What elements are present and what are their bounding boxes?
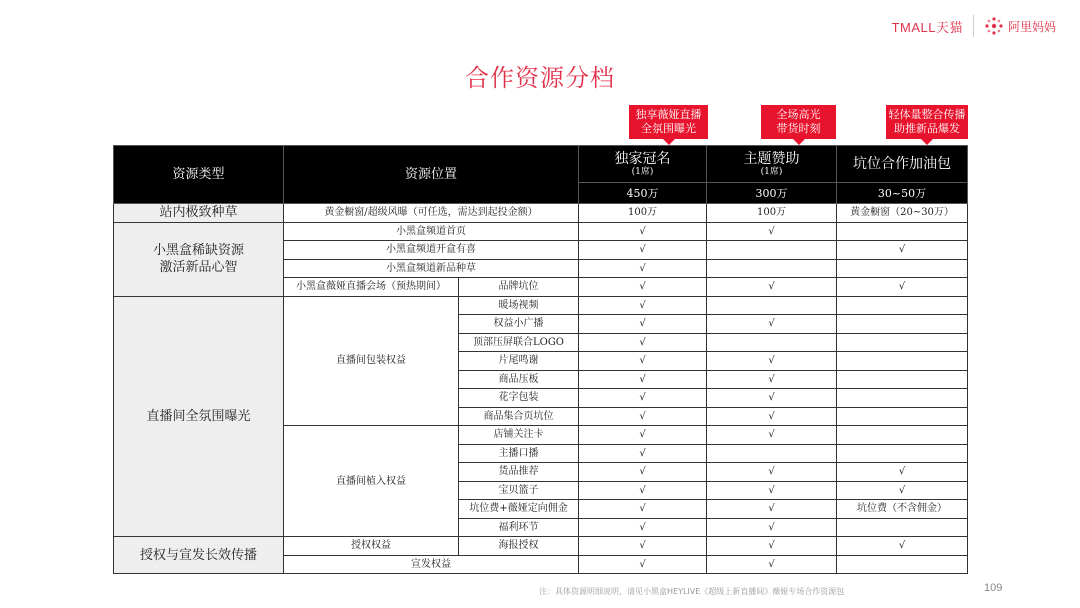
cell-tier1: √ [579, 537, 707, 556]
callout-booster-pack [886, 105, 968, 139]
page-number: 109 [984, 582, 1003, 594]
header-tier-booster [837, 146, 968, 183]
cell-tier1: √ [579, 407, 707, 426]
cell-tier2: √ [707, 426, 837, 445]
cell-tier1: √ [579, 389, 707, 408]
cell-tier2 [707, 444, 837, 463]
cell-tier1: √ [579, 518, 707, 537]
cell-tier1: √ [579, 352, 707, 371]
callout-line: 助推新品爆发 [894, 122, 960, 135]
cell-tier2: √ [707, 370, 837, 389]
tier-price: 450万 [579, 183, 707, 204]
category-auth: 授权与宣发长效传播 [114, 537, 284, 574]
row-label: 福利环节 [459, 518, 579, 537]
category-live: 直播间全氛围曝光 [114, 296, 284, 537]
cell-tier1: √ [579, 555, 707, 574]
cell-tier3: √ [837, 537, 968, 556]
cell-tier2 [707, 241, 837, 260]
alimama-logo: 阿里妈妈 [1007, 19, 1056, 34]
cell-tier1: 100万 [579, 204, 707, 223]
row-label: 顶部压屏联合LOGO [459, 333, 579, 352]
cell-tier1: √ [579, 296, 707, 315]
cell-tier2: √ [707, 222, 837, 241]
page-title: 合作资源分档 [465, 64, 615, 92]
tmall-logo: TMALL天猫 [891, 19, 963, 35]
row-label: 宣发权益 [284, 555, 579, 574]
callout-exclusive-title [629, 105, 708, 139]
callout-line: 轻体量整合传播 [888, 108, 966, 121]
cell-tier2: √ [707, 463, 837, 482]
cell-tier3 [837, 333, 968, 352]
cell-tier1: √ [579, 444, 707, 463]
row-label: 店铺关注卡 [459, 426, 579, 445]
row-label: 片尾鸣谢 [459, 352, 579, 371]
row-label: 小黑盒频道新品种草 [284, 259, 579, 278]
cell-tier3 [837, 518, 968, 537]
cell-tier3 [837, 555, 968, 574]
header-tier-exclusive [579, 146, 707, 183]
header-tier-sponsor [707, 146, 837, 183]
cell-tier1: √ [579, 278, 707, 297]
row-label: 小黑盒频道开盒有喜 [284, 241, 579, 260]
tier-name: 坑位合作加油包 [853, 156, 952, 172]
cell-tier2: √ [707, 481, 837, 500]
table-row [114, 296, 968, 315]
cell-tier3: 坑位费（不含佣金） [837, 500, 968, 519]
cell-tier3 [837, 352, 968, 371]
callout-line: 全场高光 [776, 108, 821, 121]
category-line: 小黑盒稀缺资源 [152, 243, 244, 258]
cell-tier1: √ [579, 370, 707, 389]
tier-slots: (1席) [631, 167, 654, 177]
cell-tier2 [707, 259, 837, 278]
footnote: 注：具体资源明细说明，请见小黑盒HEYLIVE《超级上新直播间》薇娅专场合作资源包 [539, 587, 845, 596]
category-seeding: 站内极致种草 [114, 204, 284, 223]
header-resource-type: 资源类型 [114, 146, 284, 204]
row-label: 小黑盒频道首页 [284, 222, 579, 241]
table-row [114, 537, 968, 556]
alimama-mark-icon [984, 16, 1004, 36]
cell-tier2 [707, 333, 837, 352]
cell-tier2: √ [707, 518, 837, 537]
cell-tier1: √ [579, 315, 707, 334]
cell-tier3 [837, 315, 968, 334]
cell-tier2: √ [707, 352, 837, 371]
row-label: 品牌坑位 [459, 278, 579, 297]
cell-tier3: √ [837, 481, 968, 500]
row-label: 暖场视频 [459, 296, 579, 315]
row-label: 货品推荐 [459, 463, 579, 482]
row-label: 坑位费+薇娅定向佣金 [459, 500, 579, 519]
tier-price: 300万 [707, 183, 837, 204]
row-group-label: 小黑盒薇娅直播会场（预热期间） [284, 278, 459, 297]
cell-tier1: √ [579, 333, 707, 352]
category-line: 激活新品心智 [159, 260, 238, 275]
callout-theme-sponsor [761, 105, 836, 139]
row-group-label: 授权权益 [284, 537, 459, 556]
row-label: 主播口播 [459, 444, 579, 463]
row-label: 海报授权 [459, 537, 579, 556]
row-label: 花字包装 [459, 389, 579, 408]
cell-tier3: 黄金橱窗（20~30万） [837, 204, 968, 223]
table-row [114, 204, 968, 223]
table-row [114, 222, 968, 241]
cell-tier1: √ [579, 500, 707, 519]
cell-tier1: √ [579, 481, 707, 500]
cell-tier2: √ [707, 278, 837, 297]
cell-tier3: √ [837, 241, 968, 260]
row-label: 商品压板 [459, 370, 579, 389]
row-label: 黄金橱窗/超级风曝（可任选，需达到起投金额） [284, 204, 579, 223]
cell-tier3: √ [837, 463, 968, 482]
tier-slots: (1席) [760, 167, 783, 177]
row-label: 宝贝篮子 [459, 481, 579, 500]
callout-line: 全氛围曝光 [641, 122, 696, 135]
cell-tier3 [837, 222, 968, 241]
cell-tier3 [837, 389, 968, 408]
tier-price: 30~50万 [837, 183, 968, 204]
cell-tier1: √ [579, 463, 707, 482]
cell-tier2: √ [707, 315, 837, 334]
cell-tier3: √ [837, 278, 968, 297]
cell-tier2: √ [707, 389, 837, 408]
cell-tier1: √ [579, 259, 707, 278]
cell-tier1: √ [579, 241, 707, 260]
cell-tier2: √ [707, 500, 837, 519]
cell-tier3 [837, 259, 968, 278]
cell-tier3 [837, 370, 968, 389]
tier-name: 独家冠名 [614, 151, 671, 167]
row-label: 商品集合页坑位 [459, 407, 579, 426]
callout-line: 带货时刻 [776, 122, 821, 135]
cell-tier3 [837, 444, 968, 463]
cell-tier2: √ [707, 555, 837, 574]
group-embed: 直播间植入权益 [284, 426, 459, 537]
cell-tier3 [837, 426, 968, 445]
header-resource-position: 资源位置 [284, 146, 579, 204]
row-label: 权益小广播 [459, 315, 579, 334]
cell-tier2 [707, 296, 837, 315]
brand-logos [892, 14, 1056, 38]
cell-tier3 [837, 407, 968, 426]
cell-tier1: √ [579, 426, 707, 445]
cell-tier3 [837, 296, 968, 315]
resource-tier-table [113, 145, 968, 574]
category-scarce [114, 222, 284, 296]
logo-divider [973, 15, 974, 37]
cell-tier2: √ [707, 537, 837, 556]
group-package: 直播间包装权益 [284, 296, 459, 426]
cell-tier2: √ [707, 407, 837, 426]
tier-name: 主题赞助 [743, 151, 800, 167]
cell-tier1: √ [579, 222, 707, 241]
callout-line: 独享薇娅直播 [635, 108, 702, 121]
cell-tier2: 100万 [707, 204, 837, 223]
